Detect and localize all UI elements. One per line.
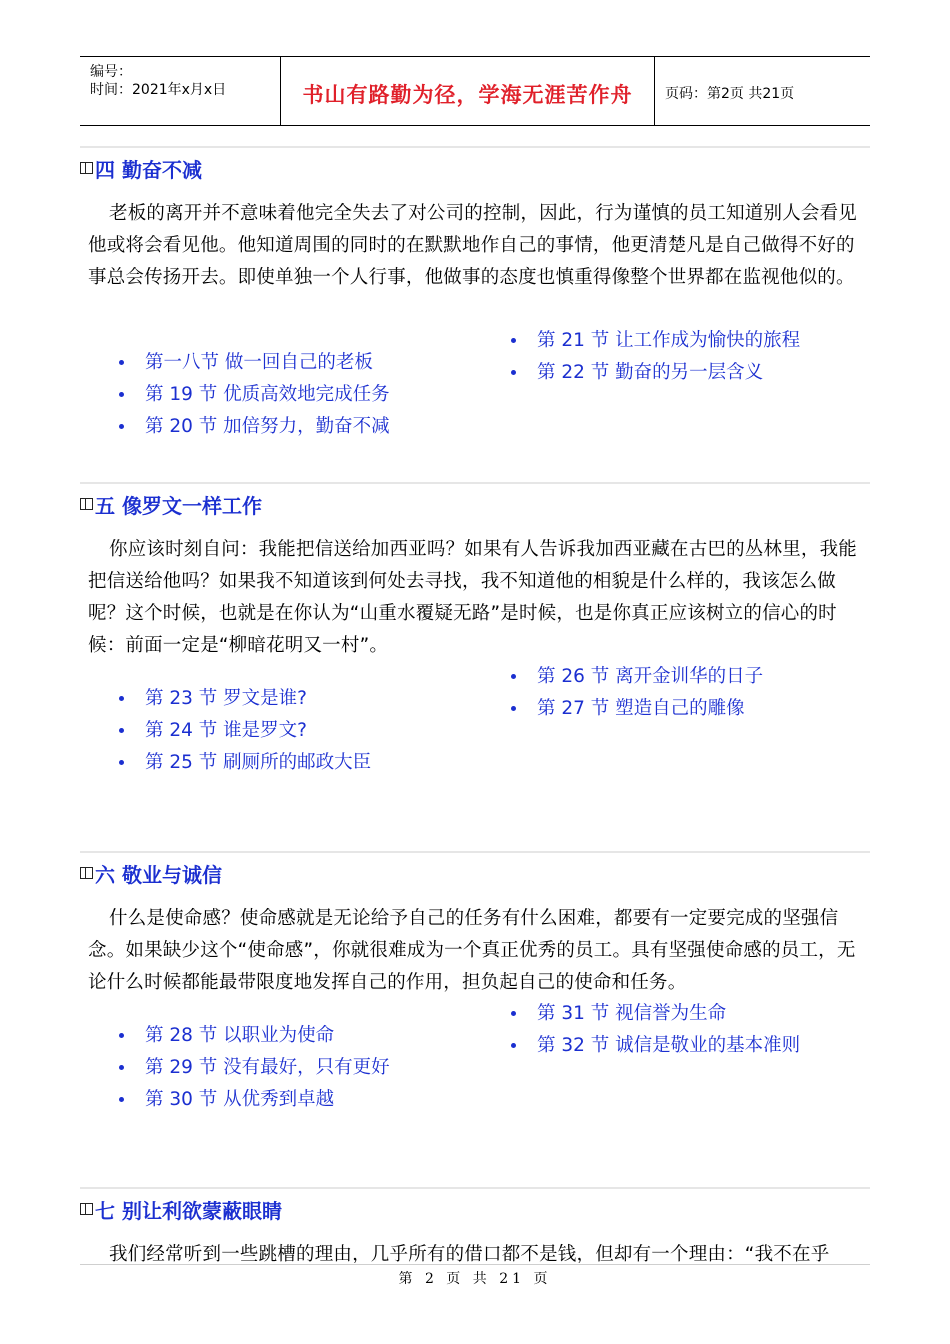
book-icon <box>80 498 93 510</box>
toc-item[interactable] <box>145 1020 390 1052</box>
section-heading[interactable] <box>80 1195 282 1223</box>
section-paragraph: 你应该时刻自问：我能把信送给加西亚吗？如果有人告诉我加西亚藏在古巴的丛林里，我能把信送给他吗？如果我不知道该到何处去寻找，我不知道他的相貌是什么样的，我该怎么做呢？这个时候，也就是在你认为“山重水覆疑无路”是时候，也是你真正应该树立的信心的时候：前面一定是“柳暗花明又一村”。 <box>88 539 858 656</box>
toc-item[interactable] <box>145 1084 390 1116</box>
section-paragraph: 老板的离开并不意味着他完全失去了对公司的控制，因此，行为谨慎的员工知道别人会看见他或将会看见他。他知道周围的同时的在默默地作自己的事情，他更清楚凡是自己做得不好的事总会传扬开去。即使单独一个人行事，他做事的态度也慎重得像整个世界都在监视他似的。 <box>88 203 858 288</box>
section-title: 四 勤奋不减 <box>95 157 202 182</box>
bullet-icon <box>511 1043 516 1048</box>
section-heading[interactable] <box>80 490 262 518</box>
bullet-icon <box>119 696 124 701</box>
toc-link[interactable]: 第 21 节 让工作成为愉快的旅程 <box>537 330 801 351</box>
section-title: 七 别让利欲蒙蔽眼睛 <box>95 1198 282 1223</box>
toc-list-left <box>145 683 371 779</box>
toc-item[interactable] <box>145 715 371 747</box>
toc-link[interactable]: 第 27 节 塑造自己的雕像 <box>537 698 745 719</box>
bullet-icon <box>119 728 124 733</box>
book-icon <box>80 162 93 174</box>
section-heading[interactable] <box>80 154 202 182</box>
toc-link[interactable]: 第 20 节 加倍努力，勤奋不减 <box>145 416 390 437</box>
toc-item[interactable] <box>537 661 763 693</box>
motto: 书山有路勤为径，学海无涯苦作舟 <box>302 82 633 107</box>
bullet-icon <box>119 1033 124 1038</box>
page-info: 页码：第2页 共21页 <box>665 86 795 102</box>
toc-list-left <box>145 1020 390 1116</box>
section-paragraph: 什么是使命感？使命感就是无论给予自己的任务有什么困难，都要有一定要完成的坚强信念。如果缺少这个“使命感”，你就很难成为一个真正优秀的员工。具有坚强使命感的员工，无论什么时候都能最带限度地发挥自己的作用，担负起自己的使命和任务。 <box>88 908 856 993</box>
toc-link[interactable]: 第 28 节 以职业为使命 <box>145 1025 335 1046</box>
bullet-icon <box>119 1097 124 1102</box>
bullet-icon <box>119 360 124 365</box>
bullet-icon <box>119 392 124 397</box>
toc-item[interactable] <box>537 998 800 1030</box>
toc-item[interactable] <box>537 693 763 725</box>
section-title: 五 像罗文一样工作 <box>95 493 262 518</box>
toc-item[interactable] <box>537 325 800 357</box>
header-motto-cell <box>281 57 655 125</box>
bullet-icon <box>511 706 516 711</box>
toc-item[interactable] <box>145 347 390 379</box>
number-label: 编号： <box>90 64 132 80</box>
footer-divider <box>80 1264 870 1265</box>
section-divider <box>80 146 870 148</box>
header-meta-cell <box>80 57 281 125</box>
section-divider <box>80 482 870 484</box>
bullet-icon <box>119 1065 124 1070</box>
section-title: 六 敬业与诚信 <box>95 862 222 887</box>
toc-link[interactable]: 第 22 节 勤奋的另一层含义 <box>537 362 764 383</box>
toc-item[interactable] <box>537 1030 800 1062</box>
section-paragraph: 我们经常听到一些跳槽的理由，几乎所有的借口都不是钱，但却有一个理由：“我不在乎 <box>109 1244 830 1263</box>
toc-link[interactable]: 第 23 节 罗文是谁? <box>145 688 308 709</box>
section-divider <box>80 1187 870 1189</box>
toc-link[interactable]: 第 29 节 没有最好，只有更好 <box>145 1057 390 1078</box>
time-label: 时间：2021年x月x日 <box>90 82 227 98</box>
toc-link[interactable]: 第一八节 做一回自己的老板 <box>145 352 373 373</box>
section-divider <box>80 851 870 853</box>
toc-list-right <box>537 661 763 725</box>
toc-item[interactable] <box>145 747 371 779</box>
toc-link[interactable]: 第 26 节 离开金训华的日子 <box>537 666 764 687</box>
document-header <box>80 56 870 126</box>
toc-link[interactable]: 第 25 节 刷厕所的邮政大臣 <box>145 752 372 773</box>
toc-list-right <box>537 998 800 1062</box>
book-icon <box>80 1203 93 1215</box>
toc-list-right <box>537 325 800 389</box>
toc-link[interactable]: 第 30 节 从优秀到卓越 <box>145 1089 335 1110</box>
toc-link[interactable]: 第 31 节 视信誉为生命 <box>537 1003 727 1024</box>
bullet-icon <box>119 760 124 765</box>
bullet-icon <box>511 1011 516 1016</box>
page-footer: 第 2 页 共 21 页 <box>398 1271 552 1287</box>
bullet-icon <box>511 674 516 679</box>
bullet-icon <box>119 424 124 429</box>
toc-link[interactable]: 第 32 节 诚信是敬业的基本准则 <box>537 1035 801 1056</box>
toc-item[interactable] <box>145 1052 390 1084</box>
toc-item[interactable] <box>537 357 800 389</box>
toc-list-left <box>145 347 390 443</box>
toc-item[interactable] <box>145 683 371 715</box>
toc-item[interactable] <box>145 379 390 411</box>
toc-link[interactable]: 第 19 节 优质高效地完成任务 <box>145 384 390 405</box>
toc-link[interactable]: 第 24 节 谁是罗文? <box>145 720 308 741</box>
bullet-icon <box>511 338 516 343</box>
book-icon <box>80 867 93 879</box>
header-page-cell <box>655 57 870 125</box>
toc-item[interactable] <box>145 411 390 443</box>
section-heading[interactable] <box>80 859 222 887</box>
bullet-icon <box>511 370 516 375</box>
